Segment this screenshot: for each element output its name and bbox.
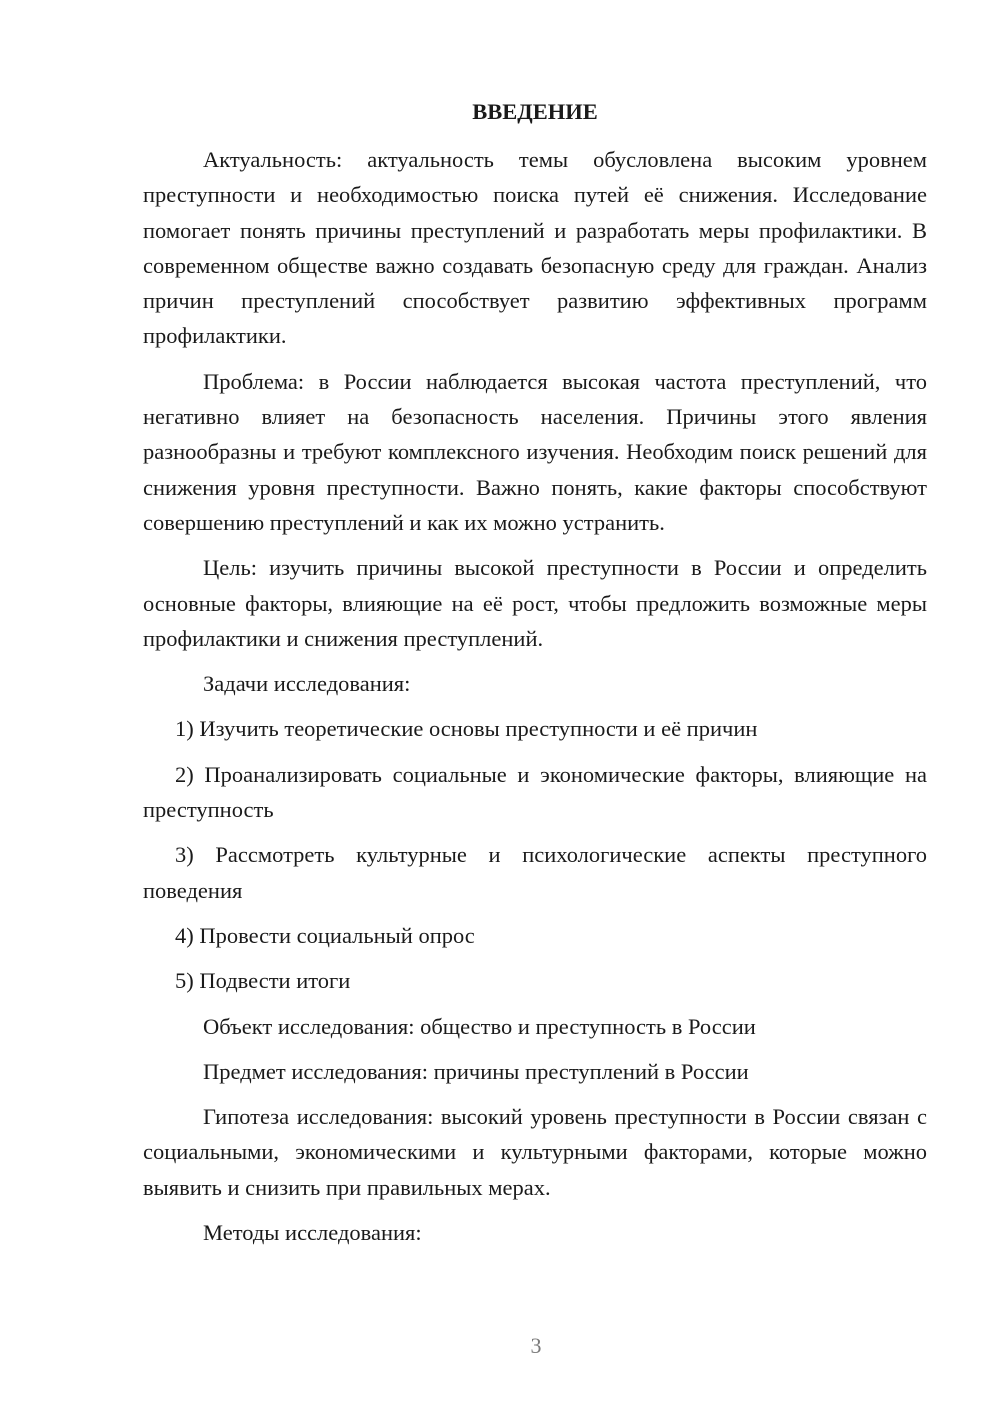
methods-heading: Методы исследования: (203, 1220, 422, 1246)
task-item-1: 1) Изучить теоретические основы преступности и её причин (175, 716, 758, 742)
paragraph-goal: Цель: изучить причины высокой преступности в России и определить основные факторы, влияющие на её рост, чтобы предложить возможные меры профилактики и снижения преступлений. (143, 555, 927, 651)
task-item-4: 4) Провести социальный опрос (175, 922, 475, 948)
page-content (143, 94, 927, 1260)
page-number: 3 (530, 1333, 542, 1358)
section-title: ВВЕДЕНИЕ (472, 99, 598, 124)
task-item-5: 5) Подвести итоги (175, 968, 351, 994)
research-hypothesis: Гипотеза исследования: высокий уровень преступности в России связан с социальными, экономическими и культурными факторами, которые можно выявить и снизить при правильных мерах. (143, 1104, 927, 1200)
task-item-3: 3) Рассмотреть культурные и психологические аспекты преступного поведения (143, 842, 927, 903)
task-item-2: 2) Проанализировать социальные и экономические факторы, влияющие на преступность (143, 761, 927, 823)
research-object: Объект исследования: общество и преступность в России (203, 1013, 756, 1039)
paragraph-problem: Проблема: в России наблюдается высокая частота преступлений, что негативно влияет на безопасность населения. Причины этого явления разнообразны и требуют комплексного изучения. Необходим поиск решений для снижения уровня преступности. Важно понять, какие факторы способствуют совершению преступлений и как их можно устранить. (143, 368, 927, 535)
paragraph-relevance: Актуальность: актуальность темы обусловлена высоким уровнем преступности и необходимостью поиска путей её снижения. Исследование помогает понять причины преступлений и разработать меры профилактики. В современном обществе важно создавать безопасную среду для граждан. Анализ причин преступлений способствует развитию эффективных программ профилактики. (143, 147, 927, 349)
tasks-heading: Задачи исследования: (203, 671, 411, 697)
research-subject: Предмет исследования: причины преступлений в России (203, 1058, 749, 1084)
